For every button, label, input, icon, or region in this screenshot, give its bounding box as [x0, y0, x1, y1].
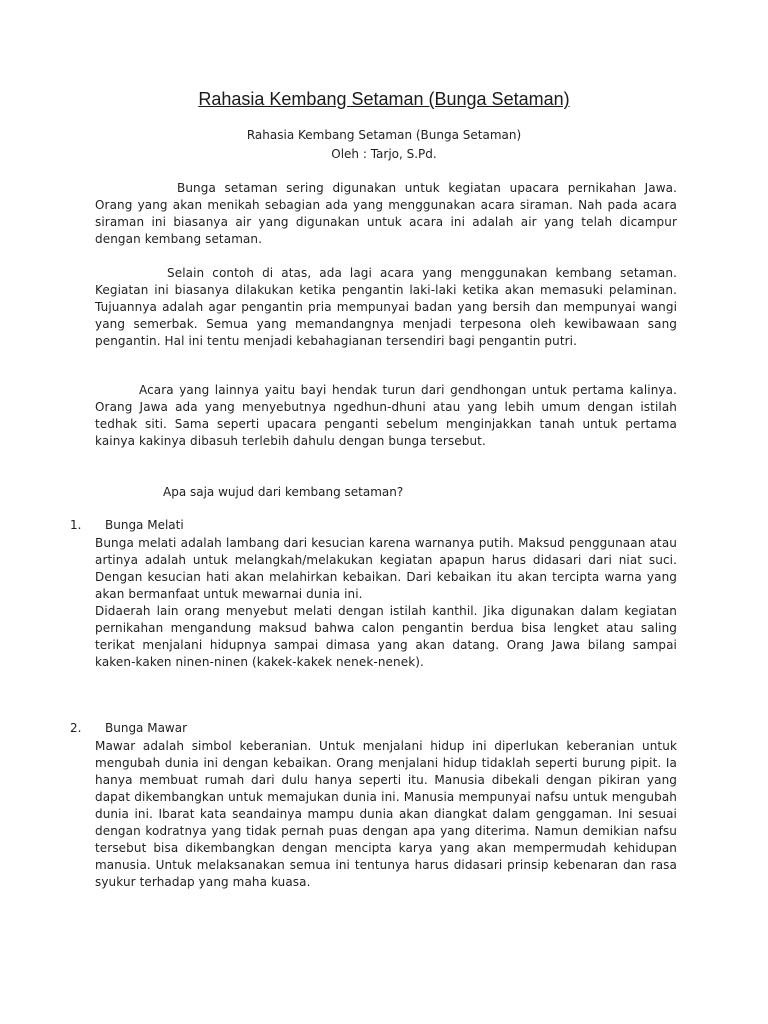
paragraph-3 — [95, 382, 677, 450]
paragraph-text: Selain contoh di atas, ada lagi acara yang menggunakan kembang setaman. Kegiatan ini biasanya dilakukan ketika pengantin laki-laki ketika akan memasuki pelaminan. Tujuannya adalah agar pengantin pria mempunyai badan yang bersih dan mempunyai wangi yang semerbak. Semua yang memandangnya menjadi terpesona oleh kewibawaan sang pengantin. Hal ini tentu menjadi kebahagianan tersendiri bagi pengantin putri. — [95, 266, 677, 348]
item-melati-body — [95, 535, 677, 671]
list-number: 1. — [70, 518, 82, 532]
document-subtitle: Rahasia Kembang Setaman (Bunga Setaman) — [246, 128, 522, 142]
list-number: 2. — [70, 721, 82, 735]
paragraph-text: Acara yang lainnya yaitu bayi hendak turun dari gendhongan untuk pertama kalinya. Orang Jawa ada yang menyebutnya ngedhun-dhuni atau yang lebih umum dengan istilah tedhak siti. Sama seperti upacara penganti sebelum menginjakkan tanah untuk pertama kainya kakinya dibasuh terlebih dahulu dengan bunga tersebut. — [95, 383, 677, 448]
item-mawar-body — [95, 738, 677, 891]
paragraph-text: Bunga melati adalah lambang dari kesucian karena warnanya putih. Maksud penggunaan atau artinya adalah untuk melangkah/melakukan kegiatan apapun harus didasari dari niat suci. Dengan kesucian hati akan melahirkan kebaikan. Dari kebaikan itu akan tercipta warna yang akan bermanfaat untuk mewarnai dunia ini. — [95, 536, 677, 601]
list-title-melati: Bunga Melati — [105, 518, 184, 532]
paragraph-text: Bunga setaman sering digunakan untuk kegiatan upacara pernikahan Jawa. Orang yang akan menikah sebagian ada yang menggunakan acara siraman. Nah pada acara siraman ini biasanya air yang digunakan untuk acara ini adalah air yang telah dicampur dengan kembang setaman. — [95, 181, 677, 246]
question-heading: Apa saja wujud dari kembang setaman? — [163, 485, 404, 499]
paragraph-2 — [95, 265, 677, 350]
paragraph-text: Mawar adalah simbol keberanian. Untuk menjalani hidup ini diperlukan keberanian untuk mengubah dunia ini dengan kebaikan. Orang menjalani hidup tidaklah seperti burung pipit. Ia hanya membuat rumah dari dulu hanya seperti itu. Manusia dibekali dengan pikiran yang dapat dikembangkan untuk memajukan dunia ini. Manusia mempunyai nafsu untuk mengubah dunia ini. Ibarat kata seandainya mampu dunia akan diangkat dalam genggaman. Ini sesuai dengan kodratnya yang tidak pernah puas dengan apa yang diterima. Namun demikian nafsu tersebut bisa dikembangkan dengan mencipta karya yang akan mempermudah kehidupan manusia. Untuk melaksanakan semua ini tentunya harus didasari prinsip kebenaran dan rasa syukur terhadap yang maha kuasa. — [95, 739, 677, 889]
list-title-mawar: Bunga Mawar — [105, 721, 188, 735]
paragraph-1 — [95, 180, 677, 248]
document-title: Rahasia Kembang Setaman (Bunga Setaman) — [198, 89, 570, 109]
author-line: Oleh : Tarjo, S.Pd. — [331, 147, 437, 161]
paragraph-text: Didaerah lain orang menyebut melati dengan istilah kanthil. Jika digunakan dalam kegiatan pernikahan mengandung maksud bahwa calon pengantin berdua bisa lengket atau saling terikat menjalani hidupnya sampai dimasa yang akan datang. Orang Jawa bilang sampai kaken-kaken ninen-ninen (kakek-kakek nenek-nenek). — [95, 604, 677, 669]
